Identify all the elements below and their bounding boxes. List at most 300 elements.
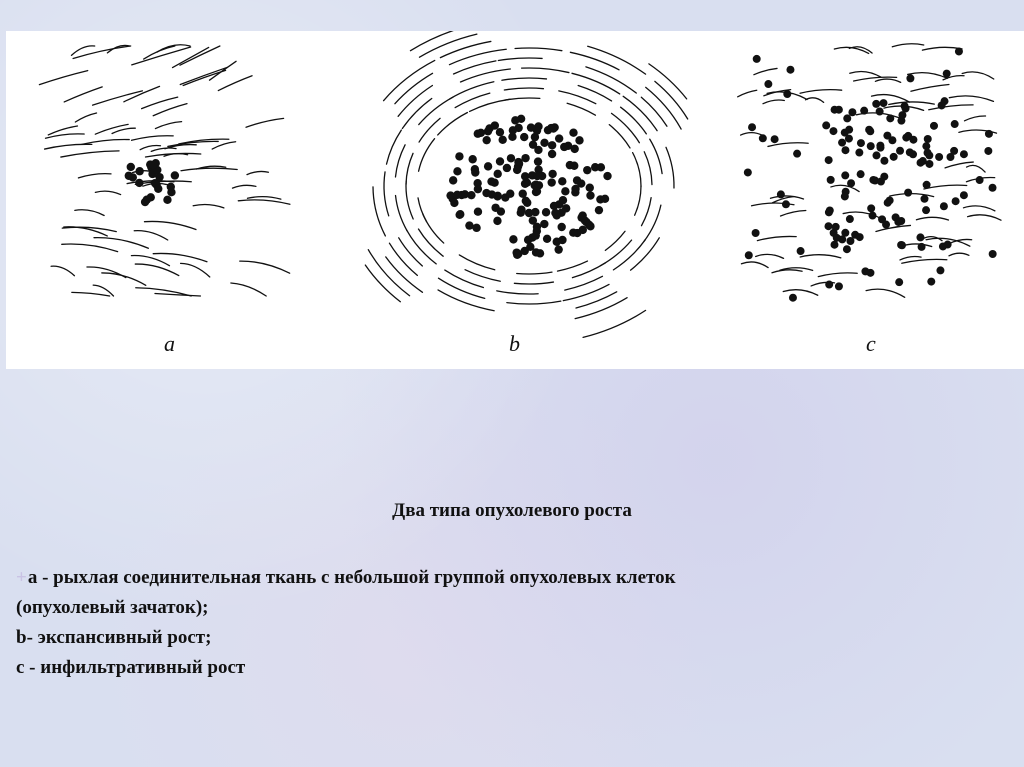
fiber-line xyxy=(612,113,640,142)
tumor-cell xyxy=(876,144,884,152)
fiber-line xyxy=(180,67,227,84)
tumor-cell xyxy=(525,209,533,217)
tumor-cell xyxy=(989,250,997,258)
tumor-cell xyxy=(843,114,851,122)
tumor-cell xyxy=(861,267,869,275)
fiber-line xyxy=(395,145,405,177)
fiber-line xyxy=(754,68,777,74)
fiber-line xyxy=(384,172,389,216)
tumor-cell xyxy=(943,70,951,78)
fiber-line xyxy=(75,210,104,216)
fiber-line xyxy=(502,78,547,80)
tumor-cell xyxy=(455,211,463,219)
tumor-cell xyxy=(923,181,931,189)
caption-line-b: b- экспансивный рост; xyxy=(16,627,212,648)
fiber-line xyxy=(396,195,408,230)
tumor-cell xyxy=(558,177,566,185)
tumor-cell xyxy=(503,164,511,172)
tumor-cell xyxy=(860,107,868,115)
tumor-cell xyxy=(562,204,570,212)
tumor-cell xyxy=(855,149,863,157)
fiber-line xyxy=(247,171,268,174)
tumor-cell xyxy=(517,208,525,216)
fiber-line xyxy=(45,134,84,138)
fiber-line xyxy=(572,73,620,94)
tumor-cell xyxy=(895,278,903,286)
tumor-cell xyxy=(566,161,574,169)
tumor-cell xyxy=(872,151,880,159)
fiber-line xyxy=(218,76,252,91)
fiber-line xyxy=(949,96,993,102)
fiber-line xyxy=(601,240,632,266)
tumor-cell xyxy=(927,278,935,286)
panel-label-a: a xyxy=(164,331,175,356)
fiber-line xyxy=(772,270,802,273)
fiber-line xyxy=(142,97,178,109)
tumor-cell xyxy=(877,177,885,185)
tumor-cell xyxy=(149,161,157,169)
tumor-cell xyxy=(494,170,502,178)
fiber-line xyxy=(892,44,923,47)
tumor-cell xyxy=(482,136,490,144)
tumor-cell xyxy=(534,157,542,165)
fiber-line xyxy=(609,125,630,148)
tumor-cell xyxy=(455,152,463,160)
tumor-cell xyxy=(835,282,843,290)
tumor-cell xyxy=(825,156,833,164)
tumor-cell xyxy=(484,162,492,170)
tumor-cell xyxy=(782,200,790,208)
fiber-line xyxy=(72,292,110,296)
tumor-cell xyxy=(867,204,875,212)
tumor-cell xyxy=(540,220,548,228)
fiber-line xyxy=(438,278,484,298)
caption-line-a-cont: (опухолевый зачаток); xyxy=(16,597,209,618)
tumor-cell xyxy=(586,191,594,199)
tumor-cell xyxy=(561,187,569,195)
tumor-cell xyxy=(506,190,514,198)
tumor-cell xyxy=(542,208,550,216)
bullet-marker: + xyxy=(16,567,27,588)
tumor-cell xyxy=(513,166,521,174)
tumor-cell xyxy=(449,176,457,184)
tumor-cell xyxy=(832,223,840,231)
tumor-cell xyxy=(519,190,527,198)
tumor-cell xyxy=(822,121,830,129)
tumor-cell xyxy=(595,206,603,214)
tumor-cell xyxy=(497,207,505,215)
tumor-cell xyxy=(924,135,932,143)
fiber-line xyxy=(497,291,538,294)
tumor-cell xyxy=(474,208,482,216)
fiber-line xyxy=(406,181,413,219)
fiber-line xyxy=(39,71,87,85)
tumor-cell xyxy=(896,147,904,155)
fiber-line xyxy=(153,104,187,116)
tumor-cell xyxy=(477,129,485,137)
tumor-cell xyxy=(125,172,133,180)
tumor-cell xyxy=(764,80,772,88)
tumor-cell xyxy=(498,136,506,144)
tumor-cell xyxy=(569,129,577,137)
fiber-line xyxy=(438,112,468,134)
tumor-cell xyxy=(453,167,461,175)
fiber-line xyxy=(621,107,647,134)
fiber-line xyxy=(781,211,806,216)
fiber-line xyxy=(402,98,431,128)
tumor-cell xyxy=(940,202,948,210)
tumor-cell xyxy=(465,221,473,229)
tumor-cell xyxy=(797,247,805,255)
tumor-cell xyxy=(450,199,458,207)
tumor-cell xyxy=(867,142,875,150)
fiber-line xyxy=(576,292,617,308)
fiber-line xyxy=(756,254,784,258)
tumor-cell xyxy=(936,266,944,274)
fiber-line xyxy=(850,71,881,77)
fiber-line xyxy=(155,122,181,129)
tumor-cell xyxy=(529,140,537,148)
fiber-line xyxy=(504,88,543,90)
tumor-cell xyxy=(829,127,837,135)
fiber-line xyxy=(418,198,427,222)
fiber-line xyxy=(504,98,539,100)
tumor-cell xyxy=(830,241,838,249)
tumor-cell xyxy=(833,234,841,242)
tumor-cell xyxy=(824,222,832,230)
tumor-cell xyxy=(906,148,914,156)
tumor-cell xyxy=(154,185,162,193)
fiber-line xyxy=(384,60,435,100)
tumor-cell xyxy=(521,172,529,180)
fiber-line xyxy=(763,100,784,104)
tumor-cell xyxy=(586,184,594,192)
tumor-cell xyxy=(960,150,968,158)
fiber-line xyxy=(465,270,500,282)
tumor-cell xyxy=(989,184,997,192)
fiber-line xyxy=(246,118,284,127)
fiber-line xyxy=(82,140,129,145)
fiber-line xyxy=(75,113,96,122)
tumor-cell xyxy=(744,168,752,176)
tumor-cell xyxy=(827,176,835,184)
tumor-cell xyxy=(866,127,874,135)
tumor-cell xyxy=(884,199,892,207)
tumor-cell xyxy=(578,211,586,219)
tumor-cell xyxy=(938,101,946,109)
fiber-line xyxy=(64,87,102,102)
caption-text xyxy=(16,563,676,683)
fiber-line xyxy=(559,91,596,104)
tumor-cell xyxy=(543,235,551,243)
tumor-cell xyxy=(532,231,540,239)
tumor-cell xyxy=(976,176,984,184)
fiber-line xyxy=(470,99,511,111)
tumor-cell xyxy=(488,190,496,198)
tumor-cell xyxy=(513,251,521,259)
fiber-line xyxy=(945,162,973,168)
tumor-cell xyxy=(484,127,492,135)
tumor-cell xyxy=(924,149,932,157)
fiber-line xyxy=(210,61,237,80)
tumor-cell xyxy=(603,172,611,180)
tumor-cell xyxy=(939,242,947,250)
tumor-cell xyxy=(753,55,761,63)
tumor-cell xyxy=(471,168,479,176)
tumor-cell xyxy=(533,172,541,180)
tumor-cell xyxy=(846,215,854,223)
tumor-cell xyxy=(521,154,529,162)
fiber-line xyxy=(514,282,553,284)
tumor-cell xyxy=(490,179,498,187)
tumor-cell xyxy=(468,155,476,163)
tumor-cell xyxy=(793,150,801,158)
tumor-cell xyxy=(825,208,833,216)
tumor-cell xyxy=(551,209,559,217)
fiber-line xyxy=(963,206,994,211)
fiber-line xyxy=(449,49,506,64)
tumor-cell xyxy=(586,222,594,230)
fiber-line xyxy=(94,238,148,249)
fiber-line xyxy=(641,97,667,126)
tumor-cell xyxy=(557,223,565,231)
tumor-cell xyxy=(935,153,943,161)
fiber-line xyxy=(641,198,651,226)
tumor-cell xyxy=(759,134,767,142)
fiber-line xyxy=(238,200,290,204)
tumor-cell xyxy=(835,106,843,114)
tumor-cell xyxy=(883,132,891,140)
tumor-cell xyxy=(918,243,926,251)
fiber-line xyxy=(145,153,200,157)
tumor-cell xyxy=(547,178,555,186)
tumor-cell xyxy=(583,166,591,174)
fiber-line xyxy=(613,240,645,270)
tumor-cell xyxy=(920,195,928,203)
fiber-line xyxy=(965,116,986,121)
tumor-cell xyxy=(930,122,938,130)
caption-line-a xyxy=(16,563,676,593)
tumor-cell xyxy=(559,196,567,204)
fiber-line xyxy=(911,84,949,91)
tumor-cell xyxy=(550,202,558,210)
fiber-line xyxy=(968,215,1001,220)
tumor-cell xyxy=(571,145,579,153)
fiber-line xyxy=(583,310,646,337)
tumor-cell xyxy=(922,206,930,214)
tumor-cell xyxy=(474,185,482,193)
fiber-line xyxy=(962,72,994,79)
tumor-cell xyxy=(472,224,480,232)
fiber-line xyxy=(93,91,143,105)
tumor-cell xyxy=(890,153,898,161)
tumor-cell xyxy=(127,163,135,171)
fiber-line xyxy=(741,262,768,268)
tumor-cell xyxy=(952,197,960,205)
fiber-line xyxy=(231,283,266,296)
tumor-cell xyxy=(825,281,833,289)
tumor-cell xyxy=(894,218,902,226)
fiber-line xyxy=(507,301,561,304)
tumor-cell xyxy=(789,294,797,302)
fiber-line xyxy=(916,217,948,220)
tumor-cell xyxy=(872,100,880,108)
fiber-line xyxy=(62,244,118,252)
fiber-line xyxy=(450,82,494,99)
tumor-cell xyxy=(141,198,149,206)
fiber-line xyxy=(459,255,494,270)
fiber-line xyxy=(406,153,413,184)
fiber-line xyxy=(902,259,947,263)
tumor-cell xyxy=(847,179,855,187)
tumor-cell xyxy=(511,116,519,124)
tumor-cell xyxy=(575,136,583,144)
fiber-line xyxy=(135,264,178,276)
tumor-cell xyxy=(960,191,968,199)
tumor-cell xyxy=(985,130,993,138)
fiber-line xyxy=(95,191,120,194)
fiber-line xyxy=(565,276,603,290)
fiber-line xyxy=(515,48,562,51)
tumor-cell xyxy=(520,133,528,141)
tumor-cell xyxy=(904,189,912,197)
fiber-line xyxy=(866,289,905,297)
tumor-cell xyxy=(163,196,171,204)
tumor-cell xyxy=(491,121,499,129)
fiber-line xyxy=(419,118,440,142)
tumor-cell xyxy=(533,187,541,195)
fiber-line xyxy=(155,293,200,296)
fiber-line xyxy=(51,266,74,276)
fiber-line xyxy=(102,273,146,285)
fiber-line xyxy=(419,97,453,125)
tumor-cell xyxy=(841,192,849,200)
fiber-line xyxy=(644,205,661,241)
fiber-line xyxy=(438,290,494,311)
tumor-cell xyxy=(549,124,557,132)
tumor-cell xyxy=(898,111,906,119)
fiber-line xyxy=(45,144,92,149)
tumor-cell xyxy=(752,229,760,237)
tumor-cell xyxy=(786,66,794,74)
fiber-line xyxy=(181,168,237,171)
fiber-line xyxy=(875,79,900,82)
tumor-cell xyxy=(906,74,914,82)
caption-title: Два типа опухолевого роста xyxy=(392,500,632,521)
tumor-cell xyxy=(879,99,887,107)
fiber-line xyxy=(132,136,174,141)
tumor-cell xyxy=(771,135,779,143)
tumor-cell xyxy=(171,171,179,179)
tumor-cell xyxy=(167,183,175,191)
fiber-line xyxy=(605,231,625,250)
fiber-line xyxy=(151,148,176,151)
fiber-line xyxy=(800,255,841,258)
fiber-line xyxy=(575,298,627,319)
tumor-cell xyxy=(841,129,849,137)
fiber-line xyxy=(87,267,126,278)
fiber-line xyxy=(563,284,609,300)
tumor-cell xyxy=(507,154,515,162)
fiber-line xyxy=(783,290,818,296)
fiber-line xyxy=(558,261,588,271)
fiber-line xyxy=(800,90,842,94)
tumor-cell xyxy=(548,141,556,149)
fiber-line xyxy=(567,103,595,115)
fiber-line xyxy=(517,272,552,274)
fiber-line xyxy=(212,142,235,149)
tumor-cell xyxy=(880,157,888,165)
tumor-cell xyxy=(493,217,501,225)
fiber-line xyxy=(805,98,823,103)
tumor-cell xyxy=(577,179,585,187)
fiber-line xyxy=(967,165,986,172)
tumor-growth-illustration xyxy=(6,31,1024,369)
fiber-line xyxy=(741,133,763,136)
tumor-cell xyxy=(521,180,529,188)
tumor-cell xyxy=(509,126,517,134)
tumor-cell xyxy=(555,134,563,142)
tumor-cell xyxy=(916,233,924,241)
tumor-cell xyxy=(453,191,461,199)
fiber-line xyxy=(929,105,973,110)
fiber-line xyxy=(498,58,542,60)
fiber-line xyxy=(112,128,135,133)
fiber-line xyxy=(900,256,921,259)
tumor-cell xyxy=(601,195,609,203)
fiber-line xyxy=(193,205,224,208)
tumor-cell xyxy=(841,146,849,154)
tumor-cell xyxy=(748,123,756,131)
tumor-cell xyxy=(496,128,504,136)
fiber-line xyxy=(650,139,662,173)
fiber-line xyxy=(389,243,417,275)
tumor-cell xyxy=(838,139,846,147)
tumor-cell xyxy=(540,139,548,147)
panel-label-b: b xyxy=(509,331,520,356)
fiber-line xyxy=(134,231,168,240)
fiber-line xyxy=(635,186,641,215)
fiber-line xyxy=(949,253,969,256)
caption-line-a-text: a - рыхлая соединительная ткань с небольшой группой опухолевых клеток xyxy=(27,567,676,588)
tumor-cell xyxy=(984,147,992,155)
tumor-cell xyxy=(554,245,562,253)
tumor-cell xyxy=(461,190,469,198)
fiber-line xyxy=(181,263,210,277)
fiber-line xyxy=(738,90,757,97)
fiber-line xyxy=(757,236,796,240)
fiber-line xyxy=(232,185,255,188)
fiber-line xyxy=(633,153,641,187)
tumor-cell xyxy=(909,136,917,144)
tumor-cell xyxy=(526,243,534,251)
fiber-line xyxy=(876,225,910,231)
fiber-line xyxy=(78,174,111,178)
tumor-cell xyxy=(869,176,877,184)
fiber-line xyxy=(368,250,409,296)
tumor-cell xyxy=(509,235,517,243)
tumor-cell xyxy=(886,114,894,122)
tumor-cell xyxy=(857,170,865,178)
fiber-line xyxy=(399,238,423,266)
fiber-line xyxy=(768,143,808,147)
tumor-cell xyxy=(843,245,851,253)
fiber-line xyxy=(153,253,207,261)
tumor-cell xyxy=(783,90,791,98)
tumor-cell xyxy=(135,179,143,187)
fiber-line xyxy=(644,152,652,185)
fiber-line xyxy=(398,85,432,116)
